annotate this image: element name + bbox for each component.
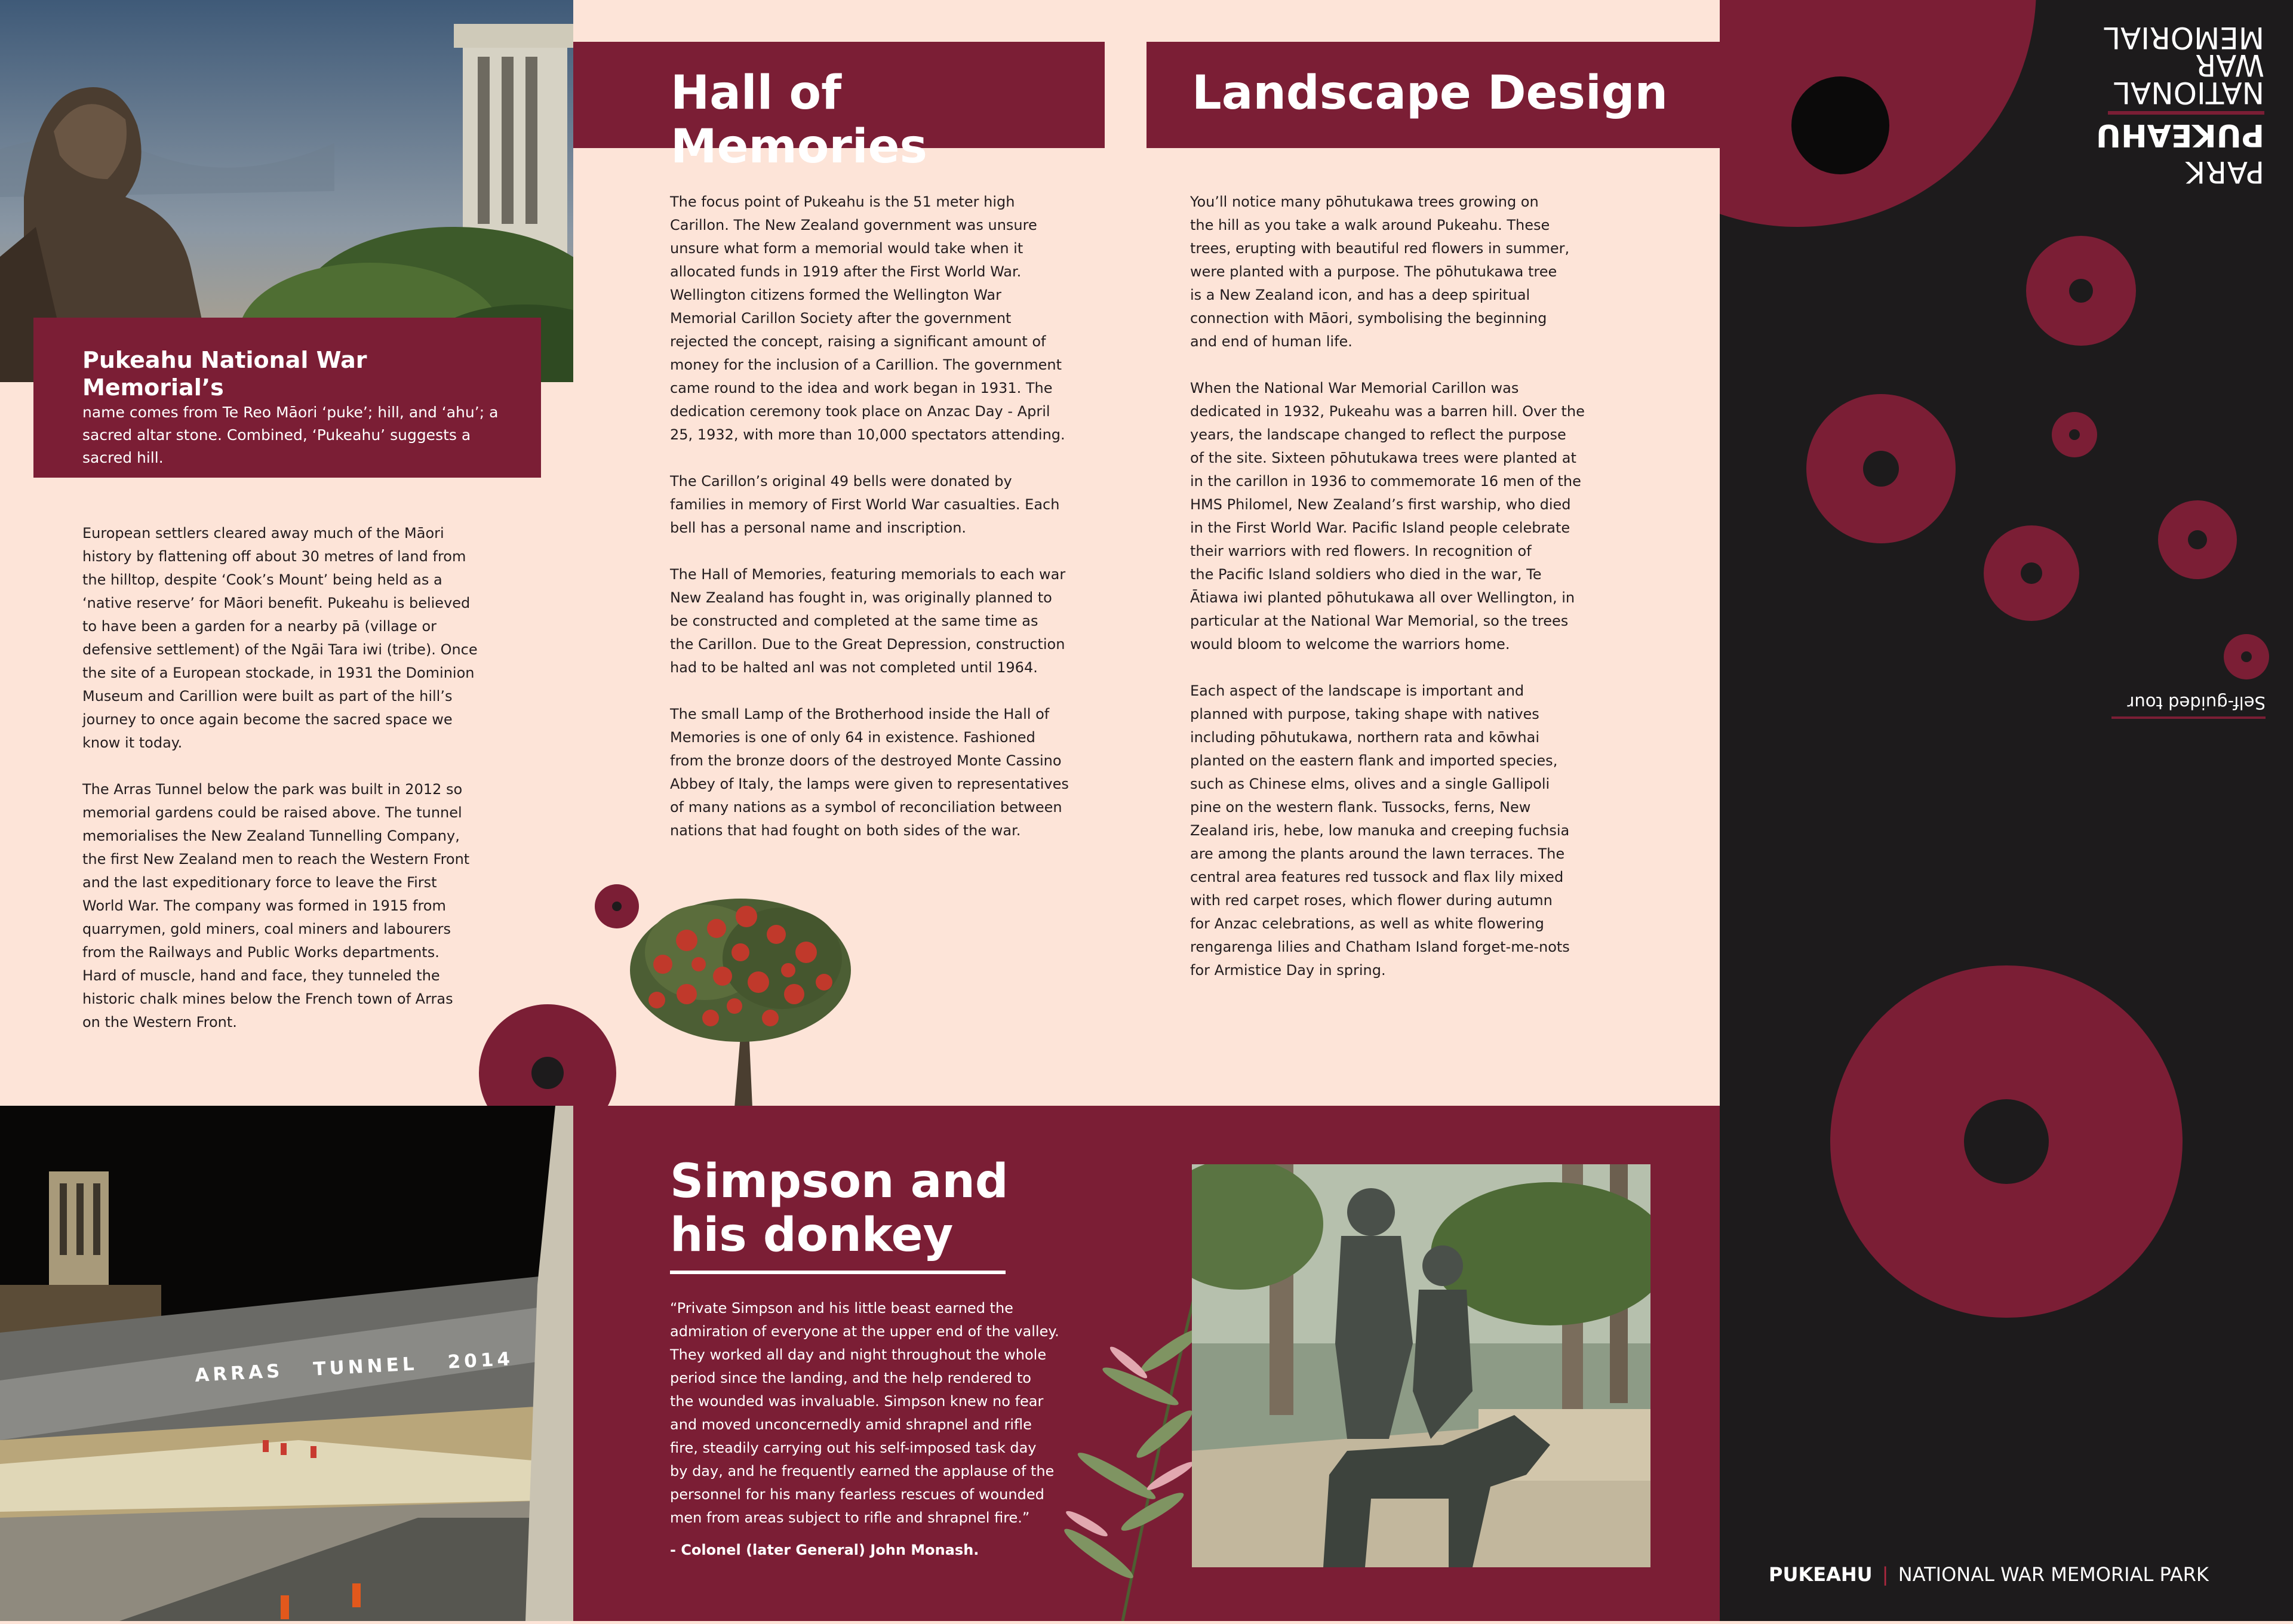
footer-brand [1769, 1563, 2209, 1586]
simpson-statue-photo [1192, 1164, 1650, 1567]
cover-tagline-block [2111, 693, 2266, 719]
hall-title: Hall of Memories [671, 66, 927, 174]
cover-subtitle-line: MEMORIAL [2104, 20, 2264, 55]
hall-paragraph-3: The Hall of Memories, featuring memorials to each war New Zealand has fought in, was originally planned to be constructed and completed at the same time as the Carillon. Due to the Great Depression, construction had to be halted anl was not completed until 1964. [670, 566, 1066, 676]
poppy-circle-icon [2026, 236, 2136, 346]
tunnel-sign-text: ARRAS TUNNEL 2014 [194, 1348, 514, 1386]
poppy-circle-icon [1984, 525, 2079, 621]
arras-tunnel-photo [0, 1106, 573, 1621]
history-paragraph-1: European settlers cleared away much of the Māori history by flattening off about 30 metres of land from the hilltop, despite ‘Cook’s Mount’ being held as a ‘native reserve’ for Māori benefit. Pukeahu is believed to have been a garden for a nearby pā (village or defensive settlement) of the Ngāi Tara iwi (tribe). Once the site of a European stockade, in 1931 the Dominion Museum and Carillion were built as part of the hill’s journey to once again become the sacred space we know it today. [82, 525, 478, 751]
simpson-title-line-1: Simpson and [670, 1155, 1009, 1208]
leaf-sprig-illustration [1051, 1297, 1206, 1621]
intro-box [33, 318, 541, 478]
simpson-quote: “Private Simpson and his little beast earned the admiration of everyone at the upper end of the valley. They worked all day and night throughout the whole period since the landing, and the help rendered to the wounded was invaluable. Simpson knew no fear and moved unconcernedly amid shrapnel and rifle fire, steadily carrying out his self-imposed task day by day, and he frequently earned the applause of the personnel for his many fearless rescues of wounded men from areas subject to rifle and shrapnel fire.” [670, 1300, 1059, 1526]
landscape-header [1146, 42, 1720, 148]
poppy-circle-icon [2052, 412, 2097, 457]
hall-paragraph-2: The Carillon’s original 49 bells were donated by families in memory of First World War casualties. Each bell has a personal name and inscription. [670, 473, 1060, 536]
pohutukawa-tree-illustration [621, 881, 860, 1108]
intro-text: name comes from Te Reo Māori ‘puke’; hill, and ‘ahu’; a sacred altar stone. Combined, ‘Pukeahu’ suggests a sacred hill. [82, 404, 499, 466]
poppy-circle-icon [1806, 394, 1956, 543]
cover-title-rotated [2095, 20, 2264, 153]
history-text [82, 522, 500, 1034]
landscape-paragraph-1: You’ll notice many pōhutukawa trees growing on the hill as you take a walk around Pukeahu. These trees, erupting with beautiful red flowers in summer, were planted with a purpose. The pōhutukawa tree is a New Zealand icon, and has a deep spiritual connection with Māori, symbolising the beginning and end of human life. [1190, 193, 1570, 350]
history-paragraph-2: The Arras Tunnel below the park was built in 2012 so memorial gardens could be raised above. The tunnel memorialises the New Zealand Tunnelling Company, the first New Zealand men to reach the Western Front and the last expeditionary force to leave the First World War. The company was formed in 1915 from quarrymen, gold miners, coal miners and labourers from the Railways and Public Works departments. Hard of muscle, hand and face, they tunneled the historic chalk mines below the French town of Arras on the Western Front. [82, 781, 470, 1031]
cover-title: PUKEAHU [2095, 117, 2264, 153]
simpson-section [573, 1106, 1720, 1621]
cover-panel [1720, 0, 2293, 1621]
cover-tagline: Self-guided tour [2127, 693, 2266, 713]
tagline-rule [2111, 716, 2266, 719]
simpson-title-line-2: his donkey [670, 1208, 954, 1262]
simpson-attribution: - Colonel (later General) John Monash. [670, 1542, 979, 1558]
cover-subtitle-line: NATIONAL [2114, 75, 2264, 110]
footer-park-name: NATIONAL WAR MEMORIAL PARK [1898, 1563, 2209, 1586]
footer-brand-name: PUKEAHU [1769, 1563, 1873, 1586]
large-poppy-arc-icon [1720, 0, 2036, 227]
cover-subtitle-line: WAR [2195, 48, 2264, 82]
hall-paragraph-1: The focus point of Pukeahu is the 51 meter high Carillon. The New Zealand government was unsure unsure what form a memorial would take when it allocated funds in 1919 after the First World War. Wellington citizens formed the Wellington War Memorial Carillon Society after the government rejected the concept, raising a significant amount of money for the inclusion of a Carillion. The government came round to the idea and work began in 1931. The dedication ceremony took place on Anzac Day - April 25, 1932, with more than 10,000 spectators attending. [670, 193, 1065, 443]
large-poppy-circle-icon [1830, 965, 2183, 1318]
landscape-paragraph-2: When the National War Memorial Carillon was dedicated in 1932, Pukeahu was a barren hill. Over the years, the landscape changed to reflect the purpose of the site. Sixteen pōhutukawa trees were planted at in the carillon in 1936 to commemorate 16 men of the HMS Philomel, New Zealand’s first warship, who died in the First World War. Pacific Island people celebrate their warriors with red flowers. In recognition of the Pacific Island soldiers who died in the war, Te Ātiawa iwi planted pōhutukawa all over Wellington, in particular at the National War Memorial, so the trees would bloom to welcome the warriors home. [1190, 380, 1585, 653]
poppy-circle-icon [2224, 634, 2269, 679]
hall-paragraph-4: The small Lamp of the Brotherhood inside the Hall of Memories is one of only 64 in existence. Fashioned from the bronze doors of the destroyed Monte Cassino Abbey of Italy, the lamps were given to representatives of many nations as a symbol of reconciliation between nations that had fought on both sides of the war. [670, 706, 1069, 839]
title-rule [2108, 111, 2264, 115]
landscape-paragraph-3: Each aspect of the landscape is important and planned with purpose, taking shape with natives including pōhutukawa, northern rata and kōwhai planted on the eastern flank and imported species, such as Chinese elms, olives and a single Gallipoli pine on the western flank. Tussocks, ferns, New Zealand iris, hebe, low manuka and creeping fuchsia are among the plants around the lawn terraces. The central area features red tussock and flax lily mixed with red carpet roses, which flower during autumn for Anzac celebrations, as well as white flowering rengarenga lilies and Chatham Island forget-me-nots for Armistice Day in spring. [1190, 682, 1570, 979]
hall-header [573, 42, 1105, 174]
title-underline [670, 1271, 1006, 1274]
footer-separator: | [1882, 1563, 1889, 1586]
intro-title: Pukeahu National War Memorial’s [82, 347, 367, 401]
cover-subtitle: PARK [2185, 155, 2264, 189]
poppy-circle-icon [2158, 500, 2237, 579]
hall-text [670, 190, 1088, 842]
landscape-title: Landscape Design [1192, 66, 1668, 120]
landscape-text [1190, 190, 1632, 982]
